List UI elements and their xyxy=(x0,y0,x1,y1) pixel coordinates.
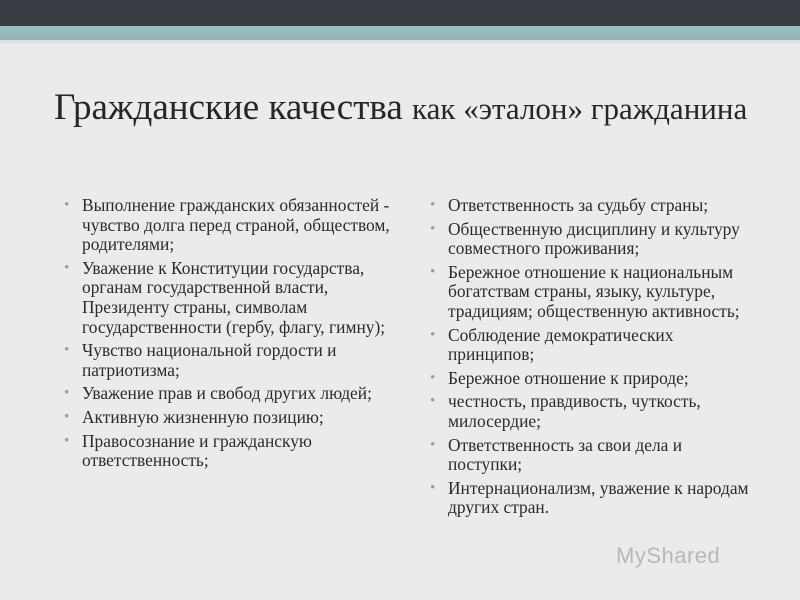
list-item xyxy=(58,341,398,380)
list-item xyxy=(424,263,754,322)
list-item xyxy=(424,369,754,389)
list-item-text: Чувство национальной гордости и патриотизма; xyxy=(82,340,337,380)
watermark-logo: MyShared xyxy=(616,543,721,568)
list-item-text: Бережное отношение к национальным богатствам страны, языку, культуре, традициям; общественную активность; xyxy=(448,261,740,321)
list-item xyxy=(424,479,754,518)
bullet-icon: • xyxy=(430,436,436,453)
list-item xyxy=(424,220,754,259)
list-item xyxy=(424,196,754,216)
slide-accent-fade xyxy=(0,40,800,43)
list-item xyxy=(58,408,398,428)
list-item xyxy=(58,384,398,404)
bullet-icon: • xyxy=(64,197,70,213)
right-bullet-list xyxy=(424,196,754,522)
list-item-text: Общественную дисциплину и культуру совместного проживания; xyxy=(448,218,740,259)
bullet-icon: • xyxy=(64,432,70,449)
bullet-icon: • xyxy=(430,197,436,213)
list-item-text: Правосознание и гражданскую ответственность; xyxy=(82,430,312,471)
list-item xyxy=(58,259,398,337)
bullet-icon: • xyxy=(430,220,436,237)
bullet-icon: • xyxy=(430,263,436,280)
list-item xyxy=(58,196,398,255)
slide-title-part1: Гражданские качества xyxy=(54,87,413,128)
list-item-text: честность, правдивость, чуткость, милосердие; xyxy=(448,391,701,431)
slide-title-part2: как «эталон» гражданина xyxy=(412,91,748,126)
list-item xyxy=(424,436,754,475)
bullet-icon: • xyxy=(430,369,436,386)
list-item xyxy=(424,392,754,431)
bullet-icon: • xyxy=(430,479,436,496)
bullet-icon: • xyxy=(430,393,436,410)
slide-top-bar xyxy=(0,0,800,26)
bullet-icon: • xyxy=(64,259,70,276)
list-item-text: Выполнение гражданских обязанностей - чувство долга перед страной, обществом, родителями; xyxy=(82,195,390,255)
bullet-icon: • xyxy=(64,385,70,402)
slide-accent-bar xyxy=(0,26,800,40)
bullet-icon: • xyxy=(64,408,70,425)
slide-title xyxy=(54,84,774,133)
bullet-icon: • xyxy=(430,326,436,343)
list-item-text: Ответственность за судьбу страны; xyxy=(448,195,709,215)
list-item-text: Соблюдение демократических принципов; xyxy=(448,324,674,365)
list-item-text: Интернационализм, уважение к народам других стран. xyxy=(448,477,749,518)
list-item xyxy=(58,432,398,471)
left-bullet-list xyxy=(58,196,398,475)
list-item-text: Активную жизненную позицию; xyxy=(82,406,324,427)
list-item-text: Уважение к Конституции государства, органам государственной власти, Президенту страны, символам государственности (гербу, флагу, гимну); xyxy=(82,257,386,337)
list-item-text: Бережное отношение к природе; xyxy=(448,367,689,388)
list-item-text: Ответственность за свои дела и поступки; xyxy=(448,434,683,475)
bullet-icon: • xyxy=(64,342,70,359)
list-item xyxy=(424,326,754,365)
list-item-text: Уважение прав и свобод других людей; xyxy=(82,383,372,404)
